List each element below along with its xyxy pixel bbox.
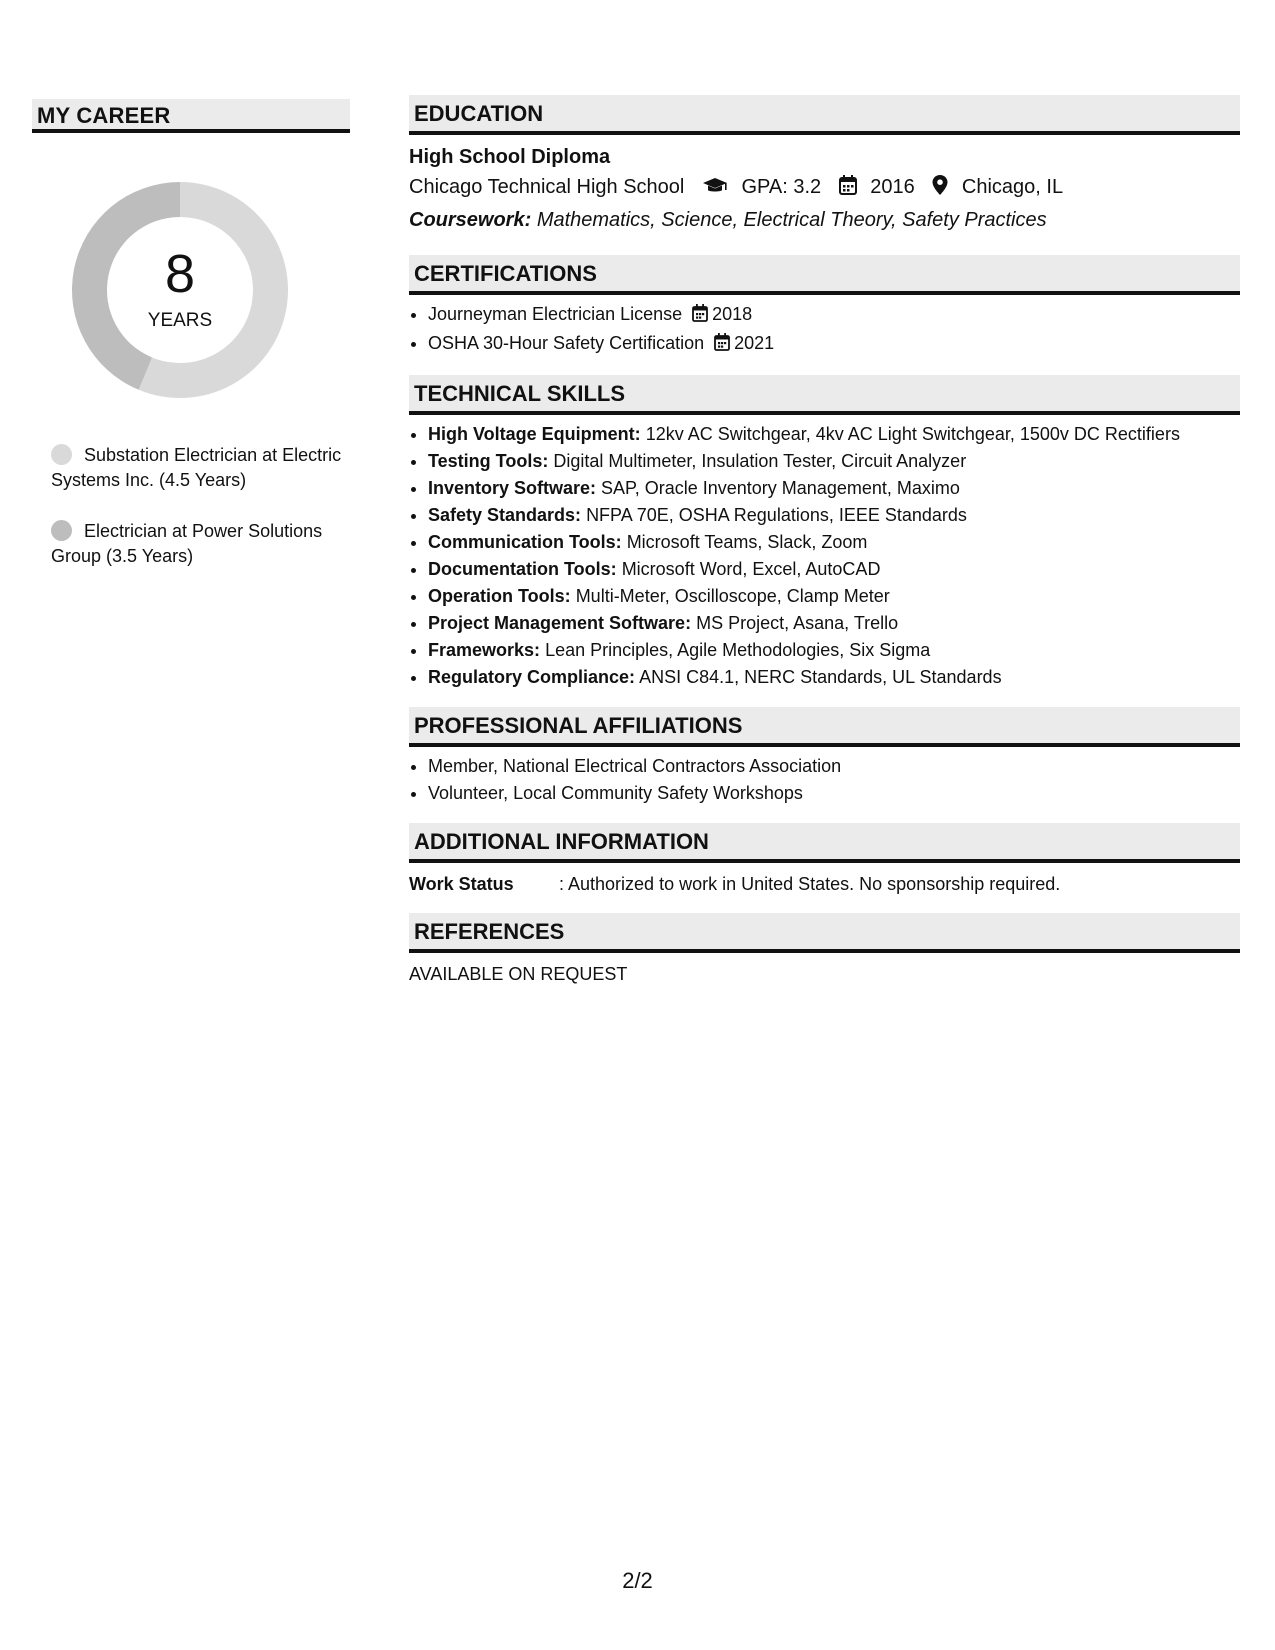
graduation-cap-icon [702, 173, 728, 205]
list-item [428, 664, 1240, 691]
coursework-list: Mathematics, Science, Electrical Theory, Safety Practices [536, 209, 1047, 231]
list-item [428, 448, 1240, 475]
certification-name: OSHA 30-Hour Safety Certification [428, 333, 705, 353]
affiliations-list [409, 753, 1240, 807]
certifications-list [409, 301, 1240, 359]
list-item [428, 475, 1240, 502]
school-name: Chicago Technical High School [409, 176, 685, 198]
skill-value: 12kv AC Switchgear, 4kv AC Light Switchgear, 1500v DC Rectifiers [645, 424, 1180, 444]
list-item [428, 529, 1240, 556]
calendar-icon [839, 173, 857, 205]
skill-label: High Voltage Equipment: [428, 424, 641, 444]
list-item [428, 301, 1240, 330]
skills-list [409, 421, 1240, 691]
total-years-value: 8 [164, 244, 196, 304]
references-heading: REFERENCES [409, 913, 1240, 953]
list-item [428, 421, 1240, 448]
skill-label: Documentation Tools: [428, 559, 617, 579]
degree: High School Diploma [409, 146, 611, 168]
references-text: AVAILABLE ON REQUEST [409, 964, 628, 984]
skill-value: Lean Principles, Agile Methodologies, Six Sigma [545, 640, 931, 660]
certification-year: 2018 [712, 304, 753, 324]
skill-label: Safety Standards: [428, 505, 582, 525]
skill-label: Project Management Software: [428, 613, 692, 633]
skill-value: ANSI C84.1, NERC Standards, UL Standards [639, 667, 1002, 687]
school-location: Chicago, IL [961, 176, 1064, 198]
work-status-label: Work Status [409, 874, 514, 894]
list-item [428, 583, 1240, 610]
certifications-heading: CERTIFICATIONS [409, 255, 1240, 295]
skill-label: Regulatory Compliance: [428, 667, 636, 687]
coursework-label: Coursework: [409, 209, 532, 231]
skill-label: Inventory Software: [428, 478, 597, 498]
career-donut-chart [65, 175, 295, 405]
graduation-year: 2016 [870, 176, 915, 198]
list-item [428, 610, 1240, 637]
skill-value: MS Project, Asana, Trello [696, 613, 899, 633]
skill-value: SAP, Oracle Inventory Management, Maximo [601, 478, 960, 498]
list-item [428, 502, 1240, 529]
certification-name: Journeyman Electrician License [428, 304, 683, 324]
skill-value: Digital Multimeter, Insulation Tester, Circuit Analyzer [553, 451, 967, 471]
page-number: 2/2 [622, 1568, 653, 1593]
list-item [428, 637, 1240, 664]
work-status-value: : Authorized to work in United States. No sponsorship required. [559, 874, 1061, 894]
legend-label: Substation Electrician at Electric Systems Inc. (4.5 Years) [51, 445, 342, 490]
map-pin-icon [932, 173, 948, 205]
calendar-icon [714, 332, 730, 359]
gpa: GPA: 3.2 [741, 176, 822, 198]
affiliations-heading: PROFESSIONAL AFFILIATIONS [409, 707, 1240, 747]
coursework [409, 205, 1240, 235]
skill-label: Operation Tools: [428, 586, 571, 606]
certification-year: 2021 [734, 333, 775, 353]
legend-swatch [51, 520, 72, 541]
list-item [428, 556, 1240, 583]
total-years-unit: YEARS [147, 310, 213, 331]
list-item: • Member, National Electrical Contractors Association [428, 753, 1240, 780]
list-item: • Volunteer, Local Community Safety Workshops [428, 780, 1240, 807]
skill-value: Microsoft Teams, Slack, Zoom [626, 532, 868, 552]
education-heading: EDUCATION [409, 95, 1240, 135]
list-item [428, 330, 1240, 359]
legend-item [51, 519, 351, 569]
skills-heading: TECHNICAL SKILLS [409, 375, 1240, 415]
work-status-row [409, 871, 1240, 897]
education-details [409, 171, 1240, 205]
skill-label: Frameworks: [428, 640, 541, 660]
calendar-icon [692, 303, 708, 330]
career-column [32, 99, 350, 595]
legend-item [51, 443, 351, 493]
skill-value: Multi-Meter, Oscilloscope, Clamp Meter [575, 586, 890, 606]
education-entry [409, 135, 1240, 235]
additional-info-heading: ADDITIONAL INFORMATION [409, 823, 1240, 863]
main-column [409, 95, 1240, 987]
career-heading: MY CAREER [32, 99, 350, 133]
skill-label: Communication Tools: [428, 532, 622, 552]
skill-value: Microsoft Word, Excel, AutoCAD [621, 559, 881, 579]
legend-label: Electrician at Power Solutions Group (3.5 Years) [51, 521, 323, 566]
legend-swatch [51, 444, 72, 465]
skill-label: Testing Tools: [428, 451, 549, 471]
skill-value: NFPA 70E, OSHA Regulations, IEEE Standards [586, 505, 967, 525]
career-legend [51, 443, 351, 569]
